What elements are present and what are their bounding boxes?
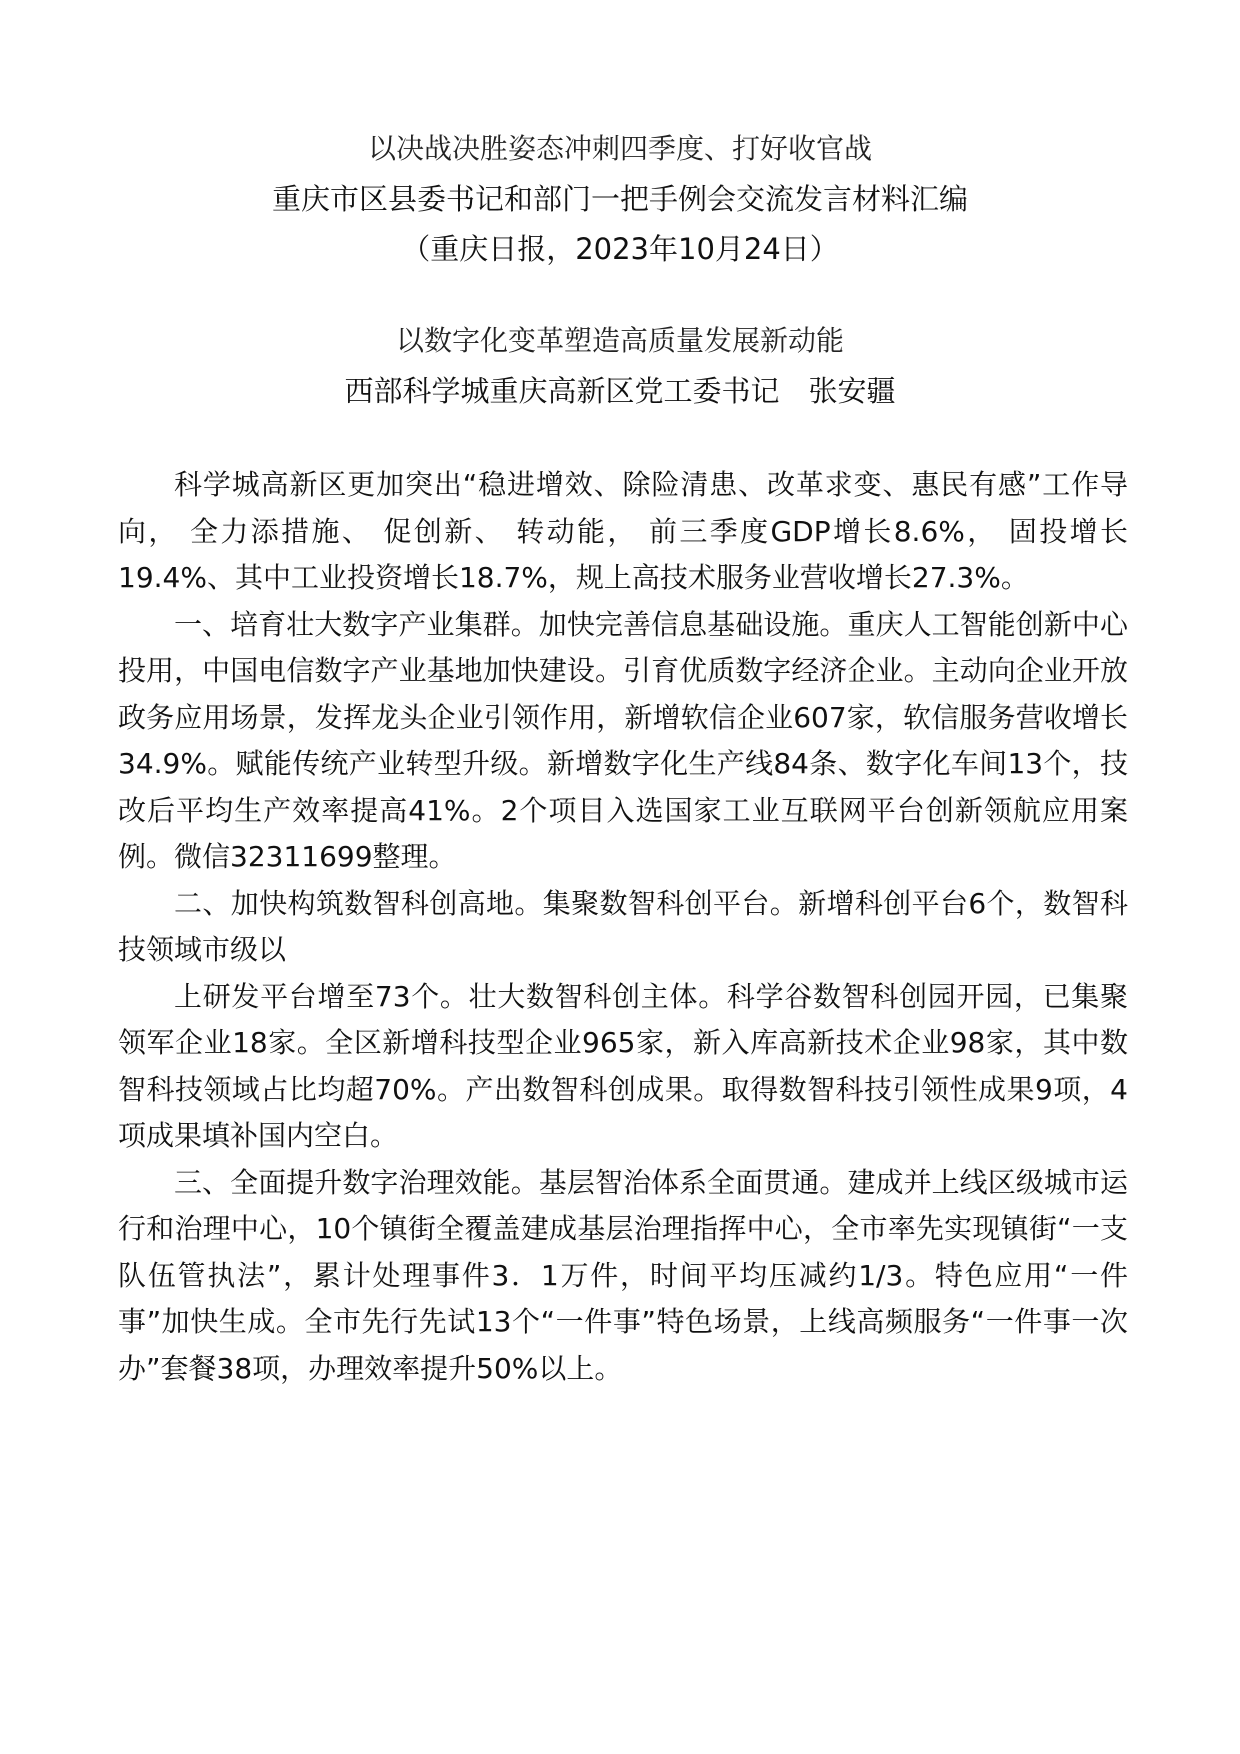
collection-subtitle: 重庆市区县委书记和部门一把手例会交流发言材料汇编 [271, 182, 968, 216]
article-body [118, 462, 1128, 1392]
paragraph-section-1: 一、培育壮大数字产业集群。加快完善信息基础设施。重庆人工智能创新中心投用，中国电信数字产业基地加快建设。引育优质数字经济企业。主动向企业开放政务应用场景，发挥龙头企业引领作用，新增软信企业607家，软信服务营收增长34.9%。赋能传统产业转型升级。新增数字化生产线84条、数字化车间13个，技改后平均生产效率提高41%。2个项目入选国家工业互联网平台创新领航应用案例。微信32311699整理。 [118, 607, 1128, 873]
paragraph-section-2-continued: 上研发平台增至73个。壮大数智科创主体。科学谷数智科创园开园，已集聚领军企业18家。全区新增科技型企业965家，新入库高新技术企业98家，其中数智科技领域占比均超70%。产出数智科创成果。取得数智科技引领性成果9项，4项成果填补国内空白。 [118, 979, 1128, 1152]
source-date: （重庆日报，2023年10月24日） [401, 232, 839, 266]
article-author: 西部科学城重庆高新区党工委书记 张安疆 [344, 374, 896, 408]
collection-title: 以决战决胜姿态冲刺四季度、打好收官战 [367, 132, 872, 165]
paragraph-section-2: 二、加快构筑数智科创高地。集聚数智科创平台。新增科创平台6个，数智科技领域市级以 [118, 886, 1128, 966]
paragraph-section-3: 三、全面提升数字治理效能。基层智治体系全面贯通。建成并上线区级城市运行和治理中心，10个镇街全覆盖建成基层治理指挥中心，全市率先实现镇街“一支队伍管执法”，累计处理事件3．1万件，时间平均压减约1/3。特色应用“一件事”加快生成。全市先行先试13个“一件事”特色场景，上线高频服务“一件事一次办”套餐38项，办理效率提升50%以上。 [118, 1165, 1128, 1385]
paragraph-intro: 科学城高新区更加突出“稳进增效、除险清患、改革求变、惠民有感”工作导向， 全力添措施、 促创新、 转动能， 前三季度GDP增长8.6%， 固投增长19.4%、其中工业投资增长18.7%，规上高技术服务业营收增长27.3%。 [118, 468, 1128, 594]
article-title: 以数字化变革塑造高质量发展新动能 [395, 324, 844, 357]
